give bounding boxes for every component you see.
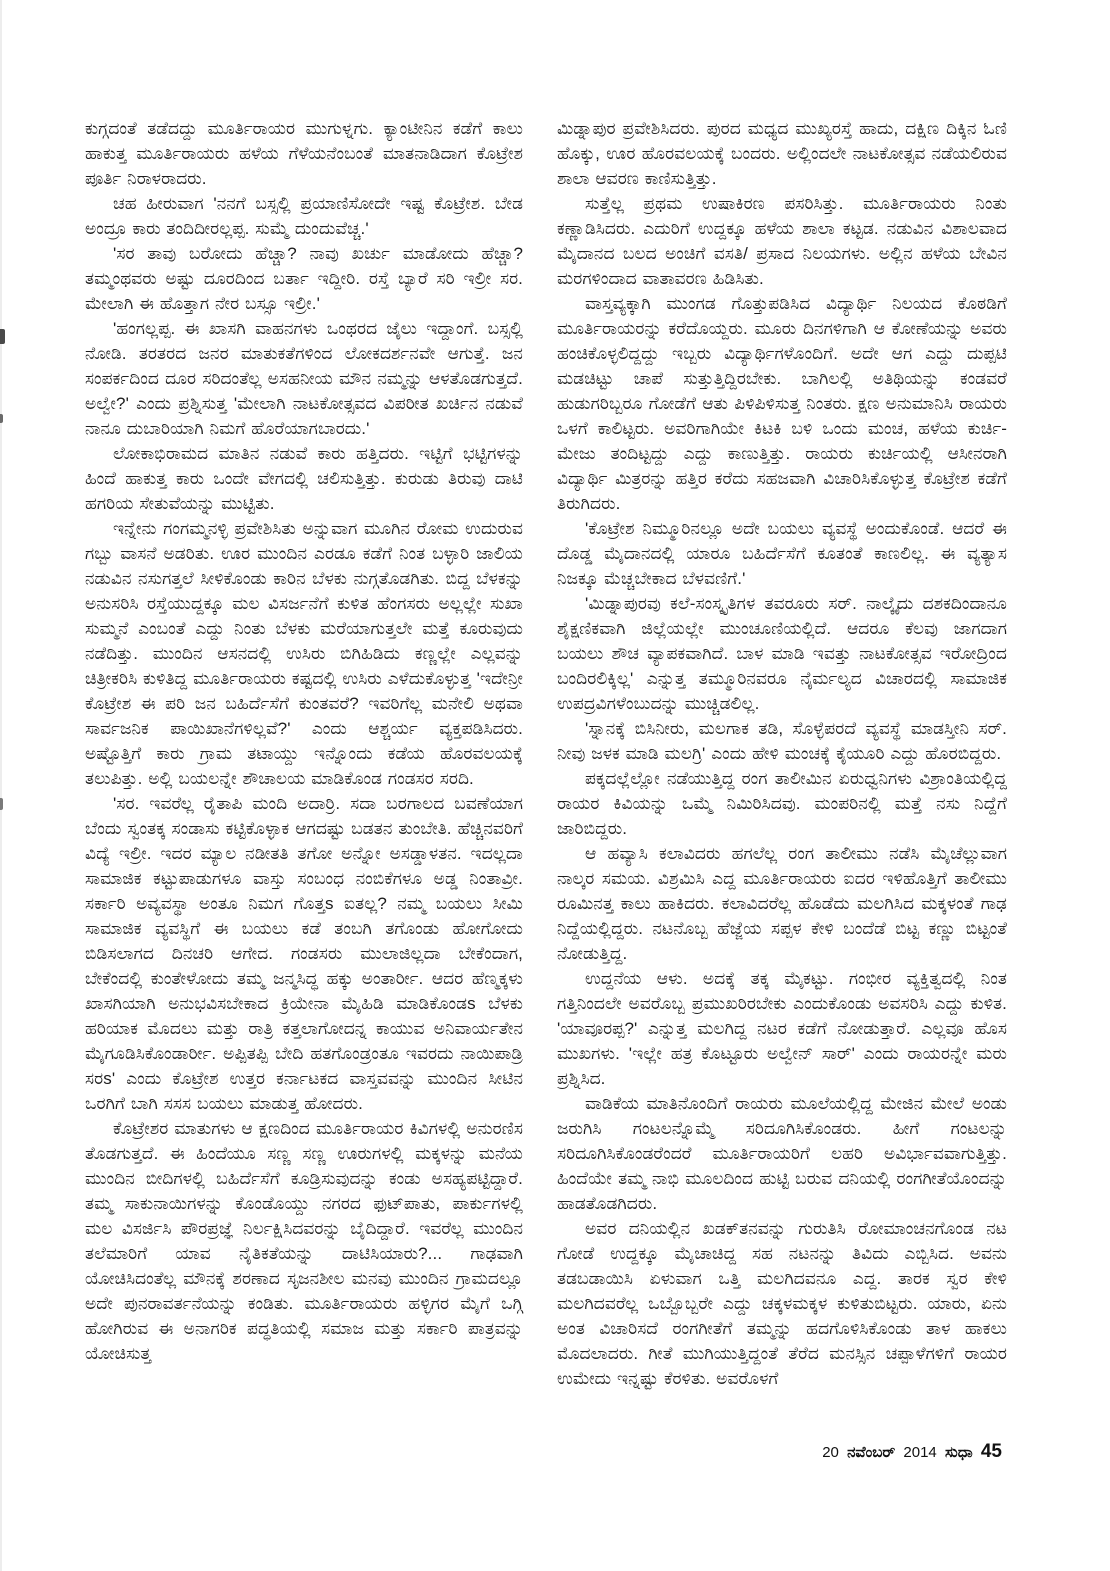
paragraph: 'ಸ್ನಾನಕ್ಕೆ ಬಿಸಿನೀರು, ಮಲಗಾಕ ತಡಿ, ಸೊಳ್ಳೆಪರದೆ ವ್ಯವಸ್ಥೆ ಮಾಡಸ್ತೀನಿ ಸರ್. ನೀವು ಜಳಕ ಮಾಡಿ ಮಲಗ್ರಿ' ಎಂದು ಹೇಳಿ ಮಂಚಕ್ಕೆ ಕೈಯೂರಿ ಎದ್ದು ಹೊರಬಿದ್ದರು. — [557, 719, 1007, 763]
paragraph: ಚಹ ಹೀರುವಾಗ 'ನನಗೆ ಬಸ್ಸಲ್ಲಿ ಪ್ರಯಾಣಿಸೋದೇ ಇಷ್ಟ ಕೊಟ್ರೇಶ. ಬೇಡ ಅಂದ್ರೂ ಕಾರು ತಂದಿದೀರಲ್ಲಪ್ಪ. ಸುಮ್ಮೆ ದುಂದುವೆಚ್ಚ.' — [85, 194, 523, 238]
paragraph: ವಾಡಿಕೆಯ ಮಾತಿನೊಂದಿಗೆ ರಾಯರು ಮೂಲೆಯಲ್ಲಿದ್ದ ಮೇಜಿನ ಮೇಲೆ ಅಂಡು ಜರುಗಿಸಿ ಗಂಟಲನ್ನೊಮ್ಮೆ ಸರಿದೂಗಿಸಿಕೊಂಡರು. ಹೀಗೆ ಗಂಟಲನ್ನು ಸರಿದೂಗಿಸಿಕೊಂಡರೆಂದರೆ ಮೂರ್ತಿರಾಯರಿಗೆ ಲಹರಿ ಅವಿರ್ಭಾವವಾಗುತ್ತಿತ್ತು. ಹಿಂದೆಯೇ ತಮ್ಮ ನಾಭಿ ಮೂಲದಿಂದ ಹುಟ್ಟಿ ಬರುವ ದನಿಯಲ್ಲಿ ರಂಗಗೀತೆಯೊಂದನ್ನು ಹಾಡತೊಡಗಿದರು. — [557, 1094, 1007, 1213]
scan-edge-shadow — [0, 0, 2, 1571]
paragraph: ಆ ಹವ್ಯಾಸಿ ಕಲಾವಿದರು ಹಗಲೆಲ್ಲ ರಂಗ ತಾಲೀಮು ನಡೆಸಿ ಮೈಚೆಲ್ಲುವಾಗ ನಾಲ್ಕರ ಸಮಯ. ವಿಶ್ರಮಿಸಿ ಎದ್ದ ಮೂರ್ತಿರಾಯರು ಐದರ ಇಳಿಹೊತ್ತಿಗೆ ತಾಲೀಮು ರೂಮಿನತ್ತ ಕಾಲು ಹಾಕಿದರು. ಕಲಾವಿದರೆಲ್ಲ ಹೊಡೆದು ಮಲಗಿಸಿದ ಮಕ್ಕಳಂತೆ ಗಾಢ ನಿದ್ದೆಯಲ್ಲಿದ್ದರು. ನಟನೊಬ್ಬ ಹೆಜ್ಜೆಯ ಸಪ್ಪಳ ಕೇಳಿ ಬಂದೆಡೆ ಬಿಟ್ಟ ಕಣ್ಣು ಬಿಟ್ಟಂತೆ ನೋಡುತ್ತಿದ್ದ. — [557, 844, 1007, 963]
paragraph: 'ಮಿಡ್ನಾಪುರವು ಕಲೆ-ಸಂಸ್ಕೃತಿಗಳ ತವರೂರು ಸರ್. ನಾಲ್ಕೈದು ದಶಕದಿಂದಾನೂ ಶೈಕ್ಷಣಿಕವಾಗಿ ಜಿಲ್ಲೆಯಲ್ಲೇ ಮುಂಚೂಣಿಯಲ್ಲಿದೆ. ಆದರೂ ಕೆಲವು ಜಾಗದಾಗ ಬಯಲು ಶೌಚ ವ್ಯಾಪಕವಾಗಿದೆ. ಬಾಳ ಮಾಡಿ ಇವತ್ತು ನಾಟಕೋತ್ಸವ ಇರೋದ್ರಿಂದ ಬಂದಿರಲಿಕ್ಕಿಲ್ಲ' ಎನ್ನುತ್ತ ತಮ್ಮೂರಿನವರೂ ನೈರ್ಮಲ್ಯದ ವಿಚಾರದಲ್ಲಿ ಸಾಮಾಜಿಕ ಉಪದ್ರವಿಗಳೆಂಬುದನ್ನು ಮುಚ್ಚಿಡಲಿಲ್ಲ. — [557, 594, 1007, 713]
paragraph: ಉದ್ದನೆಯ ಆಳು. ಅದಕ್ಕೆ ತಕ್ಕ ಮೈಕಟ್ಟು. ಗಂಭೀರ ವ್ಯಕ್ತಿತ್ವದಲ್ಲಿ ನಿಂತ ಗತ್ತಿನಿಂದಲೇ ಅವರೊಬ್ಬ ಪ್ರಮುಖರಿರಬೇಕು ಎಂದುಕೊಂಡು ಅವಸರಿಸಿ ಎದ್ದು ಕುಳಿತ. 'ಯಾವೂರಪ್ಪ?' ಎನ್ನುತ್ತ ಮಲಗಿದ್ದ ನಟರ ಕಡೆಗೆ ನೋಡುತ್ತಾರೆ. ಎಲ್ಲವೂ ಹೊಸ ಮುಖಗಳು. 'ಇಲ್ಲೇ ಹತ್ರ ಕೊಟ್ಟೂರು ಅಲ್ವೇನ್ ಸಾರ್' ಎಂದು ರಾಯರನ್ನೇ ಮರು ಪ್ರಶ್ನಿಸಿದ. — [557, 969, 1007, 1088]
paragraph: ಇನ್ನೇನು ಗಂಗಮ್ಮನಳ್ಳಿ ಪ್ರವೇಶಿಸಿತು ಅನ್ನುವಾಗ ಮೂಗಿನ ರೋಮ ಉದುರುವ ಗಬ್ಬು ವಾಸನೆ ಅಡರಿತು. ಊರ ಮುಂದಿನ ಎರಡೂ ಕಡೆಗೆ ನಿಂತ ಬಳ್ಳಾರಿ ಜಾಲಿಯ ನಡುವಿನ ನಸುಗತ್ತಲೆ ಸೀಳಿಕೊಂಡು ಕಾರಿನ ಬೆಳಕು ನುಗ್ಗತೊಡಗಿತು. ಬಿದ್ದ ಬೆಳಕನ್ನು ಅನುಸರಿಸಿ ರಸ್ತೆಯುದ್ದಕ್ಕೂ ಮಲ ವಿಸರ್ಜನೆಗೆ ಕುಳಿತ ಹೆಂಗಸರು ಅಲ್ಲಲ್ಲೇ ಸುಖಾ ಸುಮ್ಮನೆ ಎಂಬಂತೆ ಎದ್ದು ನಿಂತು ಬೆಳಕು ಮರೆಯಾಗುತ್ತಲೇ ಮತ್ತೆ ಕೂರುವುದು ನಡೆದಿತ್ತು. ಮುಂದಿನ ಆಸನದಲ್ಲಿ ಉಸಿರು ಬಿಗಿಹಿಡಿದು ಕಣ್ಣಲ್ಲೇ ಎಲ್ಲವನ್ನು ಚಿತ್ರೀಕರಿಸಿ ಕುಳಿತಿದ್ದ ಮೂರ್ತಿರಾಯರು ಕಷ್ಟದಲ್ಲಿ ಉಸಿರು ಎಳೆದುಕೊಳ್ಳುತ್ತ 'ಇದೇನ್ರೀ ಕೊಟ್ರೇಶ ಈ ಪರಿ ಜನ ಬಹಿರ್ದೆಸೆಗೆ ಕುಂತವರೆ? ಇವರಿಗೆಲ್ಲ ಮನೇಲಿ ಅಥವಾ ಸಾರ್ವಜನಿಕ ಪಾಯಿಖಾನೆಗಳಿಲ್ಲವೆ?' ಎಂದು ಆಶ್ಚರ್ಯ ವ್ಯಕ್ತಪಡಿಸಿದರು. ಅಷ್ಟೊತ್ತಿಗೆ ಕಾರು ಗ್ರಾಮ ತಟಾಯ್ದು ಇನ್ನೊಂದು ಕಡೆಯ ಹೊರವಲಯಕ್ಕೆ ತಲುಪಿತ್ತು. ಅಲ್ಲಿ ಬಯಲನ್ನೇ ಶೌಚಾಲಯ ಮಾಡಿಕೊಂಡ ಗಂಡಸರ ಸರದಿ. — [85, 519, 523, 788]
paragraph: 'ಸರ ತಾವು ಬರೋದು ಹೆಚ್ಚಾ? ನಾವು ಖರ್ಚು ಮಾಡೋದು ಹೆಚ್ಚಾ? ತಮ್ಮಂಥವರು ಅಷ್ಟು ದೂರದಿಂದ ಬರ್ತಾ ಇದ್ದೀರಿ. ರಸ್ತೆ ಬ್ಯಾರೆ ಸರಿ ಇಲ್ರೀ ಸರ. ಮೇಲಾಗಿ ಈ ಹೊತ್ತಾಗ ನೇರ ಬಸ್ಸೂ ಇಲ್ರೀ.' — [85, 244, 523, 313]
scan-artifact — [0, 414, 3, 423]
paragraph: ಕೊಟ್ರೇಶರ ಮಾತುಗಳು ಆ ಕ್ಷಣದಿಂದ ಮೂರ್ತಿರಾಯರ ಕಿವಿಗಳಲ್ಲಿ ಅನುರಣಿಸ ತೊಡಗುತ್ತದೆ. ಈ ಹಿಂದೆಯೂ ಸಣ್ಣ ಸಣ್ಣ ಊರುಗಳಲ್ಲಿ ಮಕ್ಕಳನ್ನು ಮನೆಯ ಮುಂದಿನ ಬೀದಿಗಳಲ್ಲಿ ಬಹಿರ್ದೆಸೆಗೆ ಕೂಡ್ರಿಸುವುದನ್ನು ಕಂಡು ಅಸಹ್ಯಪಟ್ಟಿದ್ದಾರೆ. ತಮ್ಮ ಸಾಕುನಾಯಿಗಳನ್ನು ಕೊಂಡೊಯ್ದು ನಗರದ ಫುಟ್‌ಪಾತು, ಪಾರ್ಕುಗಳಲ್ಲಿ ಮಲ ವಿಸರ್ಜಿಸಿ ಪೌರಪ್ರಜ್ಞೆ ನಿರ್ಲಕ್ಷಿಸಿದವರನ್ನು ಬೈದಿದ್ದಾರೆ. ಇವರೆಲ್ಲ ಮುಂದಿನ ತಲೆಮಾರಿಗೆ ಯಾವ ನೈತಿಕತೆಯನ್ನು ದಾಟಿಸಿಯಾರು?... ಗಾಢವಾಗಿ ಯೋಚಿಸಿದಂತೆಲ್ಲ ಮೌನಕ್ಕೆ ಶರಣಾದ ಸೃಜನಶೀಲ ಮನವು ಮುಂದಿನ ಗ್ರಾಮದಲ್ಲೂ ಅದೇ ಪುನರಾವರ್ತನೆಯನ್ನು ಕಂಡಿತು. ಮೂರ್ತಿರಾಯರು ಹಳ್ಳಿಗರ ಮೈಗೆ ಒಗ್ಗಿ ಹೋಗಿರುವ ಈ ಅನಾಗರಿಕ ಪದ್ಧತಿಯಲ್ಲಿ ಸಮಾಜ ಮತ್ತು ಸರ್ಕಾರಿ ಪಾತ್ರವನ್ನು ಯೋಚಿಸುತ್ತ — [85, 1119, 523, 1363]
paragraph: 'ಸರ. ಇವರೆಲ್ಲ ರೈತಾಪಿ ಮಂದಿ ಅದಾರ್ರಿ. ಸದಾ ಬರಗಾಲದ ಬವಣೆಯಾಗ ಬೆಂದು ಸ್ವಂತಕ್ಕ ಸಂಡಾಸು ಕಟ್ಟಿಕೊಳ್ಳಾಕ ಆಗದಷ್ಟು ಬಡತನ ತುಂಬೇತಿ. ಹೆಚ್ಚಿನವರಿಗೆ ವಿದ್ಯೆ ಇಲ್ರೀ. ಇದರ ಮ್ಯಾಲ ನಡೀತತಿ ತಗೋ ಅನ್ನೋ ಅಸಡ್ಡಾಳತನ. ಇದಲ್ಲದಾ ಸಾಮಾಜಿಕ ಕಟ್ಟುಪಾಡುಗಳೂ ವಾಸ್ತು ಸಂಬಂಧ ನಂಬಿಕೆಗಳೂ ಅಡ್ಡ ನಿಂತಾವ್ರೀ. ಸರ್ಕಾರಿ ಅವ್ಯವಸ್ಥಾ ಅಂತೂ ನಿಮಗ ಗೊತ್ತs ಐತಲ್ಲ? ನಮ್ಮ ಬಯಲು ಸೀಮಿ ಸಾಮಾಜಿಕ ವ್ಯವಸ್ಥಿಗೆ ಈ ಬಯಲು ಕಡೆ ತಂಬಗಿ ತಗೊಂಡು ಹೋಗೋದು ಬಿಡಿಸಲಾಗದ ದಿನಚರಿ ಆಗೇದ. ಗಂಡಸರು ಮುಲಾಜಿಲ್ಲದಾ ಬೇಕೆಂದಾಗ, ಬೇಕೆಂದಲ್ಲಿ ಕುಂತೇಳೋದು ತಮ್ಮ ಜನ್ಮಸಿದ್ಧ ಹಕ್ಕು ಅಂತಾರ್ರೀ. ಆದರ ಹೆಣ್ಮಕ್ಕಳು ಖಾಸಗಿಯಾಗಿ ಅನುಭವಿಸಬೇಕಾದ ಕ್ರಿಯೇನಾ ಮೈಹಿಡಿ ಮಾಡಿಕೊಂಡs ಬೆಳಕು ಹರಿಯಾಕ ಮೊದಲು ಮತ್ತು ರಾತ್ರಿ ಕತ್ತಲಾಗೋದನ್ನ ಕಾಯುವ ಅನಿವಾರ್ಯತೇನ ಮೈಗೂಡಿಸಿಕೊಂಡಾರ್ರೀ. ಅಪ್ಪಿತಪ್ಪಿ ಬೇದಿ ಹತಗೊಂಡ್ರಂತೂ ಇವರದು ನಾಯಿಪಾಡ್ರಿ ಸರs' ಎಂದು ಕೊಟ್ರೇಶ ಉತ್ತರ ಕರ್ನಾಟಕದ ವಾಸ್ತವವನ್ನು ಮುಂದಿನ ಸೀಟಿನ ಒರಗಿಗೆ ಬಾಗಿ ಸಸಸ ಬಯಲು ಮಾಡುತ್ತ ಹೋದರು. — [85, 794, 523, 1113]
paragraph: ಕುಗ್ಗದಂತೆ ತಡೆದದ್ದು ಮೂರ್ತಿರಾಯರ ಮುಗುಳ್ನಗು. ಕ್ಯಾಂಟೀನಿನ ಕಡೆಗೆ ಕಾಲು ಹಾಕುತ್ತ ಮೂರ್ತಿರಾಯರು ಹಳೆಯ ಗೆಳೆಯನೆಂಬಂತೆ ಮಾತನಾಡಿದಾಗ ಕೊಟ್ರೇಶ ಪೂರ್ತಿ ನಿರಾಳರಾದರು. — [85, 119, 523, 188]
page-footer — [818, 1441, 1002, 1463]
paragraph: ಸುತ್ತೆಲ್ಲ ಪ್ರಥಮ ಉಷಾಕಿರಣ ಪಸರಿಸಿತ್ತು. ಮೂರ್ತಿರಾಯರು ನಿಂತು ಕಣ್ಣಾಡಿಸಿದರು. ಎದುರಿಗೆ ಉದ್ದಕ್ಕೂ ಹಳೆಯ ಶಾಲಾ ಕಟ್ಟಡ. ನಡುವಿನ ವಿಶಾಲವಾದ ಮೈದಾನದ ಬಲದ ಅಂಚಿಗೆ ವಸತಿ/ ಪ್ರಸಾದ ನಿಲಯಗಳು. ಅಲ್ಲಿನ ಹಳೆಯ ಬೇವಿನ ಮರಗಳಿಂದಾದ ವಾತಾವರಣ ಹಿಡಿಸಿತು. — [557, 194, 1007, 288]
scan-artifact — [0, 329, 5, 344]
paragraph: ಅವರ ದನಿಯಲ್ಲಿನ ಖಡಕ್‌ತನವನ್ನು ಗುರುತಿಸಿ ರೋಮಾಂಚನಗೊಂಡ ನಟ ಗೋಡೆ ಉದ್ದಕ್ಕೂ ಮೈಚಾಚಿದ್ದ ಸಹ ನಟನನ್ನು ತಿವಿದು ಎಬ್ಬಿಸಿದ. ಅವನು ತಡಬಡಾಯಿಸಿ ಏಳುವಾಗ ಒತ್ತಿ ಮಲಗಿದವನೂ ಎದ್ದ. ತಾರಕ ಸ್ವರ ಕೇಳಿ ಮಲಗಿದವರೆಲ್ಲ ಒಬ್ಬೊಬ್ಬರೇ ಎದ್ದು ಚಕ್ಕಳಮಕ್ಕಳ ಕುಳಿತುಬಿಟ್ಟರು. ಯಾರು, ಏನು ಅಂತ ವಿಚಾರಿಸದೆ ರಂಗಗೀತೆಗೆ ತಮ್ಮನ್ನು ಹದಗೊಳಿಸಿಕೊಂಡು ತಾಳ ಹಾಕಲು ಮೊದಲಾದರು. ಗೀತೆ ಮುಗಿಯುತ್ತಿದ್ದಂತೆ ತೆರೆದ ಮನಸ್ಸಿನ ಚಪ್ಪಾಳೆಗಳಿಗೆ ರಾಯರ ಉಮೇದು ಇನ್ನಷ್ಟು ಕೆರಳಿತು. ಅವರೊಳಗೆ — [557, 1219, 1007, 1388]
footer-month: ನವೆಂಬರ್ — [847, 1444, 896, 1461]
footer-day: 20 — [822, 1444, 839, 1461]
footer-year: 2014 — [903, 1444, 937, 1461]
paragraph: ಪಕ್ಕದಲ್ಲೆಲ್ಲೋ ನಡೆಯುತ್ತಿದ್ದ ರಂಗ ತಾಲೀಮಿನ ಏರುಧ್ವನಿಗಳು ವಿಶ್ರಾಂತಿಯಲ್ಲಿದ್ದ ರಾಯರ ಕಿವಿಯನ್ನು ಒಮ್ಮೆ ನಿಮಿರಿಸಿದವು. ಮಂಪರಿನಲ್ಲಿ ಮತ್ತೆ ನಸು ನಿದ್ದೆಗೆ ಜಾರಿಬಿದ್ದರು. — [557, 769, 1007, 838]
paragraph: 'ಕೊಟ್ರೇಶ ನಿಮ್ಮೂರಿನಲ್ಲೂ ಅದೇ ಬಯಲು ವ್ಯವಸ್ಥೆ ಅಂದುಕೊಂಡೆ. ಆದರೆ ಈ ದೊಡ್ಡ ಮೈದಾನದಲ್ಲಿ ಯಾರೂ ಬಹಿರ್ದೆಸೆಗೆ ಕೂತಂತೆ ಕಾಣಲಿಲ್ಲ. ಈ ವ್ಯತ್ಯಾಸ ನಿಜಕ್ಕೂ ಮೆಚ್ಚಬೇಕಾದ ಬೆಳವಣಿಗೆ.' — [557, 519, 1007, 588]
right-text-column — [557, 116, 1007, 1391]
paragraph: 'ಹಂಗಲ್ಲಪ್ಪ. ಈ ಖಾಸಗಿ ವಾಹನಗಳು ಒಂಥರದ ಜೈಲು ಇದ್ದಾಂಗೆ. ಬಸ್ಸಲ್ಲಿ ನೋಡಿ. ತರತರದ ಜನರ ಮಾತುಕತೆಗಳಿಂದ ಲೋಕದರ್ಶನವೇ ಆಗುತ್ತೆ. ಜನ ಸಂಪರ್ಕದಿಂದ ದೂರ ಸರಿದಂತೆಲ್ಲ ಅಸಹನೀಯ ಮೌನ ನಮ್ಮನ್ನು ಆಳತೊಡಗುತ್ತದೆ. ಅಲ್ವೇ?' ಎಂದು ಪ್ರಶ್ನಿಸುತ್ತ 'ಮೇಲಾಗಿ ನಾಟಕೋತ್ಸವದ ವಿಪರೀತ ಖರ್ಚಿನ ನಡುವೆ ನಾನೂ ದುಬಾರಿಯಾಗಿ ನಿಮಗೆ ಹೊರೆಯಾಗಬಾರದು.' — [85, 319, 523, 438]
left-text-column — [85, 116, 523, 1366]
paragraph: ಲೋಕಾಭಿರಾಮದ ಮಾತಿನ ನಡುವೆ ಕಾರು ಹತ್ತಿದರು. ಇಟ್ಟಿಗೆ ಭಟ್ಟಿಗಳನ್ನು ಹಿಂದೆ ಹಾಕುತ್ತ ಕಾರು ಒಂದೇ ವೇಗದಲ್ಲಿ ಚಲಿಸುತ್ತಿತ್ತು. ಕುರುಡು ತಿರುವು ದಾಟಿ ಹಗರಿಯ ಸೇತುವೆಯನ್ನು ಮುಟ್ಟಿತು. — [85, 444, 523, 513]
paragraph: ವಾಸ್ತವ್ಯಕ್ಕಾಗಿ ಮುಂಗಡ ಗೊತ್ತುಪಡಿಸಿದ ವಿದ್ಯಾರ್ಥಿ ನಿಲಯದ ಕೊಠಡಿಗೆ ಮೂರ್ತಿರಾಯರನ್ನು ಕರೆದೊಯ್ದರು. ಮೂರು ದಿನಗಳಿಗಾಗಿ ಆ ಕೋಣೆಯನ್ನು ಅವರು ಹಂಚಿಕೊಳ್ಳಲಿದ್ದದ್ದು ಇಬ್ಬರು ವಿದ್ಯಾರ್ಥಿಗಳೊಂದಿಗೆ. ಅದೇ ಆಗ ಎದ್ದು ದುಪ್ಪಟಿ ಮಡಚಿಟ್ಟು ಚಾಪೆ ಸುತ್ತುತ್ತಿದ್ದಿರಬೇಕು. ಬಾಗಿಲಲ್ಲಿ ಅತಿಥಿಯನ್ನು ಕಂಡವರೆ ಹುಡುಗರಿಬ್ಬರೂ ಗೋಡೆಗೆ ಆತು ಪಿಳಿಪಿಳಿಸುತ್ತ ನಿಂತರು. ಕ್ಷಣ ಅನುಮಾನಿಸಿ ರಾಯರು ಒಳಗೆ ಕಾಲಿಟ್ಟರು. ಅವರಿಗಾಗಿಯೇ ಕಿಟಕಿ ಬಳಿ ಒಂದು ಮಂಚ, ಹಳೆಯ ಕುರ್ಚಿ-ಮೇಜು ತಂದಿಟ್ಟದ್ದು ಎದ್ದು ಕಾಣುತ್ತಿತ್ತು. ರಾಯರು ಕುರ್ಚಿಯಲ್ಲಿ ಆಸೀನರಾಗಿ ವಿದ್ಯಾರ್ಥಿ ಮಿತ್ರರನ್ನು ಹತ್ತಿರ ಕರೆದು ಸಹಜವಾಗಿ ವಿಚಾರಿಸಿಕೊಳ್ಳುತ್ತ ಕೊಟ್ರೇಶ ಕಡೆಗೆ ತಿರುಗಿದರು. — [557, 294, 1007, 513]
page-number: 45 — [980, 1441, 1002, 1462]
scan-artifact — [0, 798, 3, 810]
paragraph: ಮಿಡ್ನಾಪುರ ಪ್ರವೇಶಿಸಿದರು. ಪುರದ ಮಧ್ಯದ ಮುಖ್ಯರಸ್ತೆ ಹಾದು, ದಕ್ಷಿಣ ದಿಕ್ಕಿನ ಓಣಿ ಹೊಕ್ಕು, ಊರ ಹೊರವಲಯಕ್ಕೆ ಬಂದರು. ಅಲ್ಲಿಂದಲೇ ನಾಟಕೋತ್ಸವ ನಡೆಯಲಿರುವ ಶಾಲಾ ಆವರಣ ಕಾಣಿಸುತ್ತಿತ್ತು. — [557, 119, 1007, 188]
magazine-name: ಸುಧಾ — [944, 1444, 973, 1461]
